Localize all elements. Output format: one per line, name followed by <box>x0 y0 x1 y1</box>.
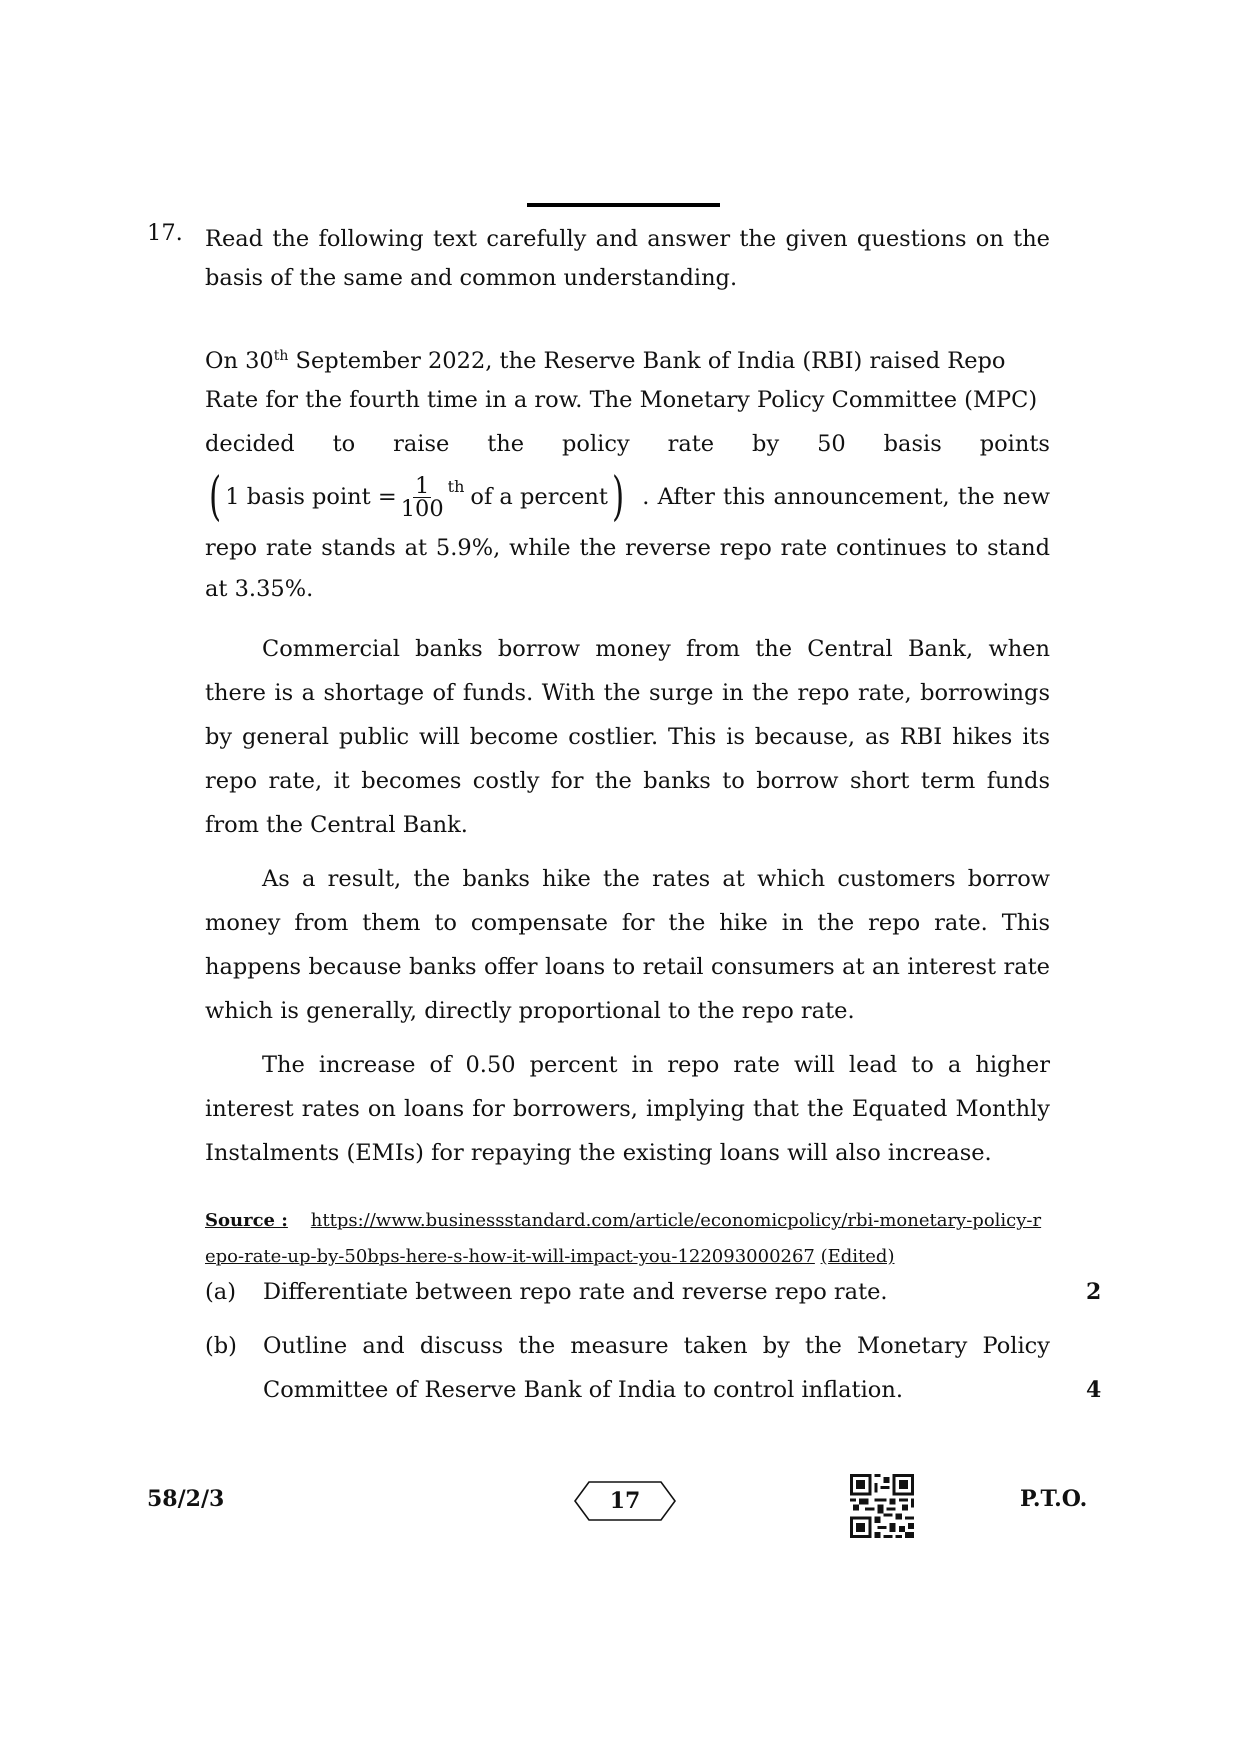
source-label: Source : <box>205 1210 288 1231</box>
page-number: 17 <box>609 1488 641 1514</box>
page-number-box <box>573 1480 677 1522</box>
passage-paragraph-1 <box>205 334 1050 610</box>
announcement-text: . After this announcement, the new <box>642 484 1050 510</box>
subquestion-text: Outline and discuss the measure taken by the Monetary Policy Committee of Reserve Bank of India to control inflation. <box>263 1333 1050 1403</box>
subquestion-marks: 2 <box>1086 1279 1102 1305</box>
passage-paragraph-3: As a result, the banks hike the rates at which customers borrow money from them to compensate for the hike in the repo rate. This happens because banks offer loans to retail consumers at an interest rate which is generally, directly proportional to the repo rate. <box>205 866 1050 1024</box>
subquestion-label: (b) <box>205 1333 237 1359</box>
passage-rest: repo rate stands at 5.9%, while the reverse repo rate continues to stand at 3.35%. <box>205 535 1050 602</box>
left-paren: ( <box>209 467 222 527</box>
passage-text: On 30th September 2022, the Reserve Bank of India (RBI) raised Repo <box>205 348 1006 374</box>
spread-word: basis <box>883 431 942 457</box>
question-number: 17. <box>147 220 183 246</box>
question-intro: Read the following text carefully and answer the given questions on the basis of the same and common understanding. <box>205 226 1050 291</box>
source-link[interactable]: https://www.businessstandard.com/article/economicpolicy/rbi-monetary-policy-repo-rate-up-by-50bps-here-s-how-it-will-impact-you-122093000267 <box>205 1210 1042 1267</box>
spread-word: 50 <box>817 431 846 457</box>
source-citation <box>205 1203 1050 1275</box>
right-paren: ) <box>611 467 625 527</box>
spread-word: policy <box>562 431 630 457</box>
spread-word: decided <box>205 431 295 457</box>
paper-code: 58/2/3 <box>147 1486 225 1512</box>
basis-point-definition <box>205 466 1050 528</box>
spread-word: by <box>752 431 780 457</box>
header-rule <box>527 203 720 207</box>
passage-line: Rate for the fourth time in a row. The Monetary Policy Committee (MPC) <box>205 387 1038 413</box>
subquestion-text: Differentiate between repo rate and reverse repo rate. <box>263 1279 888 1305</box>
fraction <box>399 472 446 522</box>
spread-word: the <box>487 431 525 457</box>
passage-paragraph-2: Commercial banks borrow money from the Central Bank, when there is a shortage of funds. With the surge in the repo rate, borrowings by general public will become costlier. This is because, as RBI hikes its repo rate, it becomes costly for the banks to borrow short term funds from the Central Bank. <box>205 636 1050 838</box>
passage-line <box>205 334 1050 378</box>
fraction-numerator: 1 <box>415 472 430 499</box>
subquestion-marks: 4 <box>1086 1377 1102 1403</box>
fraction-suffix: of a percent <box>470 484 608 510</box>
source-note: (Edited) <box>820 1246 895 1267</box>
fraction-prefix: 1 basis point = <box>225 484 397 510</box>
passage-line-spread <box>205 422 1050 466</box>
please-turn-over: P.T.O. <box>1020 1486 1088 1512</box>
spread-word: raise <box>393 431 450 457</box>
qr-code-icon <box>850 1474 914 1538</box>
fraction-denominator: 100 <box>400 495 444 522</box>
spread-word: rate <box>667 431 715 457</box>
spread-word: to <box>332 431 356 457</box>
passage-paragraph-4: The increase of 0.50 percent in repo rate will lead to a higher interest rates on loans for borrowers, implying that the Equated Monthly Instalments (EMIs) for repaying the existing loans will also increase. <box>205 1052 1050 1166</box>
spread-word: points <box>979 431 1050 457</box>
fraction-superscript: th <box>447 477 465 496</box>
subquestion-label: (a) <box>205 1279 236 1305</box>
